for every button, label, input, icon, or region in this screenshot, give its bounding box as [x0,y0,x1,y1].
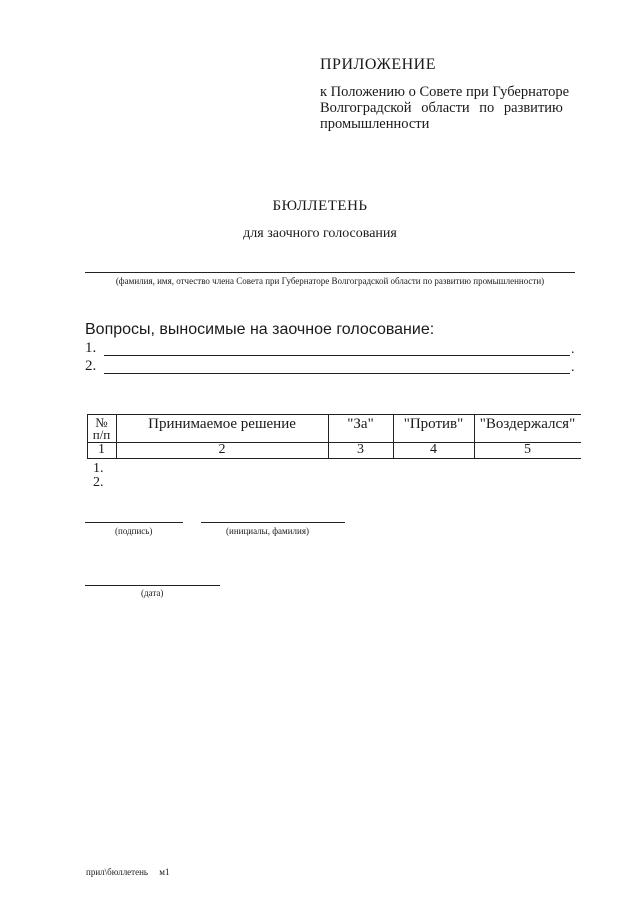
appendix-line-2: Волгоградской области по развитию [320,100,563,116]
member-name-caption: (фамилия, имя, отчество члена Совета при Губернаторе Волгоградской области по развитию промышленности) [115,276,545,286]
document-title: БЮЛЛЕТЕНЬ [272,198,368,214]
questions-heading: Вопросы, выносимые на заочное голосование: [85,321,435,338]
header-for: "За" [347,416,374,432]
file-path-note: прил\бюллетень м1 [86,867,170,877]
header-decision: Принимаемое решение [148,416,296,432]
column-number-2: 2 [218,442,226,457]
question-number-2: 2. [85,358,97,374]
header-abstained: "Воздержался" [479,416,576,432]
table-row-number-2: 2. [93,475,104,490]
column-number-5: 5 [524,442,531,457]
name-caption: (инициалы, фамилия) [226,526,309,536]
appendix-line-3: промышленности [320,116,430,132]
question-line-1[interactable] [104,355,570,356]
signature-caption: (подпись) [115,526,153,536]
date-line[interactable] [85,585,220,586]
appendix-title: ПРИЛОЖЕНИЕ [320,56,437,73]
table-top-border [87,414,581,415]
document-subtitle: для заочного голосования [243,226,397,241]
question-line-2[interactable] [104,373,570,374]
column-number-3: 3 [357,442,364,457]
appendix-line-1: к Положению о Совете при Губернаторе [320,84,570,100]
question-end-dot-1: . [571,342,575,357]
signature-line[interactable] [85,522,183,523]
column-number-4: 4 [430,442,437,457]
header-against: "Против" [403,416,464,432]
table-row-number-1: 1. [93,461,104,476]
header-number-line2: п/п [92,427,111,442]
date-caption: (дата) [141,588,164,598]
question-end-dot-2: . [571,360,575,375]
member-name-line[interactable] [85,272,575,273]
table-bottom-border [87,458,581,459]
header-number-line1: № [95,415,108,430]
name-line[interactable] [201,522,345,523]
column-number-1: 1 [98,442,105,457]
question-number-1: 1. [85,340,97,356]
